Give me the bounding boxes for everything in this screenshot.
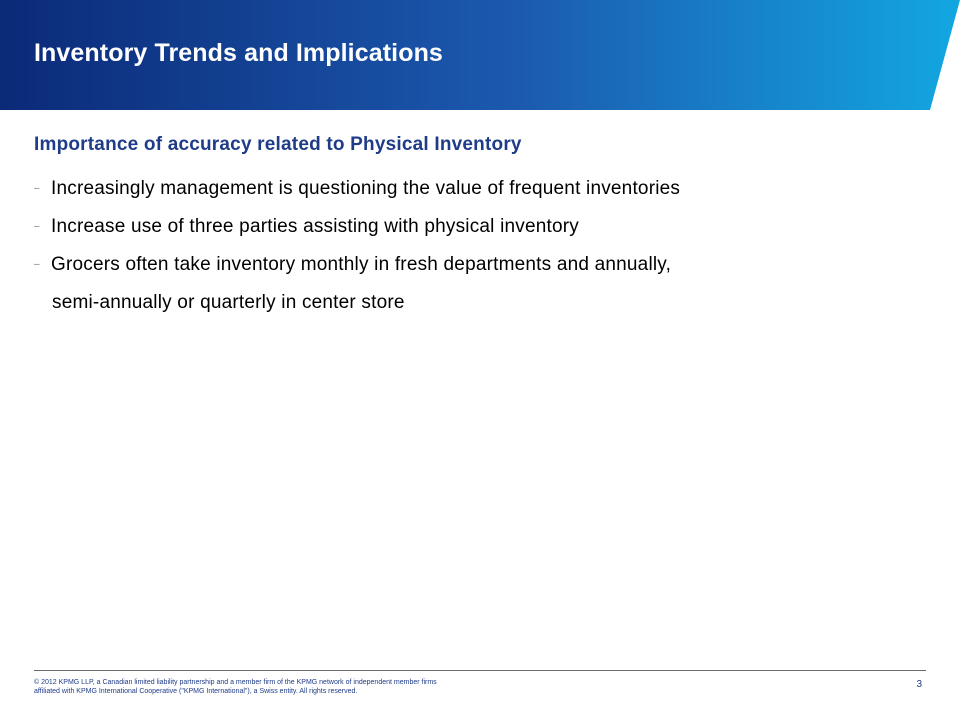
copyright-line-1: © 2012 KPMG LLP, a Canadian limited liability partnership and a member firm of the KPMG network of independent member firms [34,679,437,686]
slide-content [34,134,914,322]
page-number: 3 [916,679,922,690]
footer-copyright [34,678,554,696]
bullet-dash-icon: – [34,221,40,232]
bullet-item [34,208,914,246]
copyright-line-2: affiliated with KPMG International Cooperative ("KPMG International"), a Swiss entity. All rights reserved. [34,688,358,695]
bullet-dash-icon: – [34,183,40,194]
bullet-text: Increase use of three parties assisting with physical inventory [51,216,579,237]
bullet-list [34,170,914,322]
footer-divider [34,670,926,671]
bullet-dash-icon: – [34,259,40,270]
bullet-text: Increasingly management is questioning the value of frequent inventories [51,178,681,199]
section-subheading: Importance of accuracy related to Physical Inventory [34,134,522,155]
bullet-item [34,170,914,208]
bullet-text: Grocers often take inventory monthly in fresh departments and annually, [51,254,672,275]
slide-title: Inventory Trends and Implications [34,39,443,67]
bullet-item [34,246,914,322]
bullet-text-continuation: semi-annually or quarterly in center store [52,292,405,313]
